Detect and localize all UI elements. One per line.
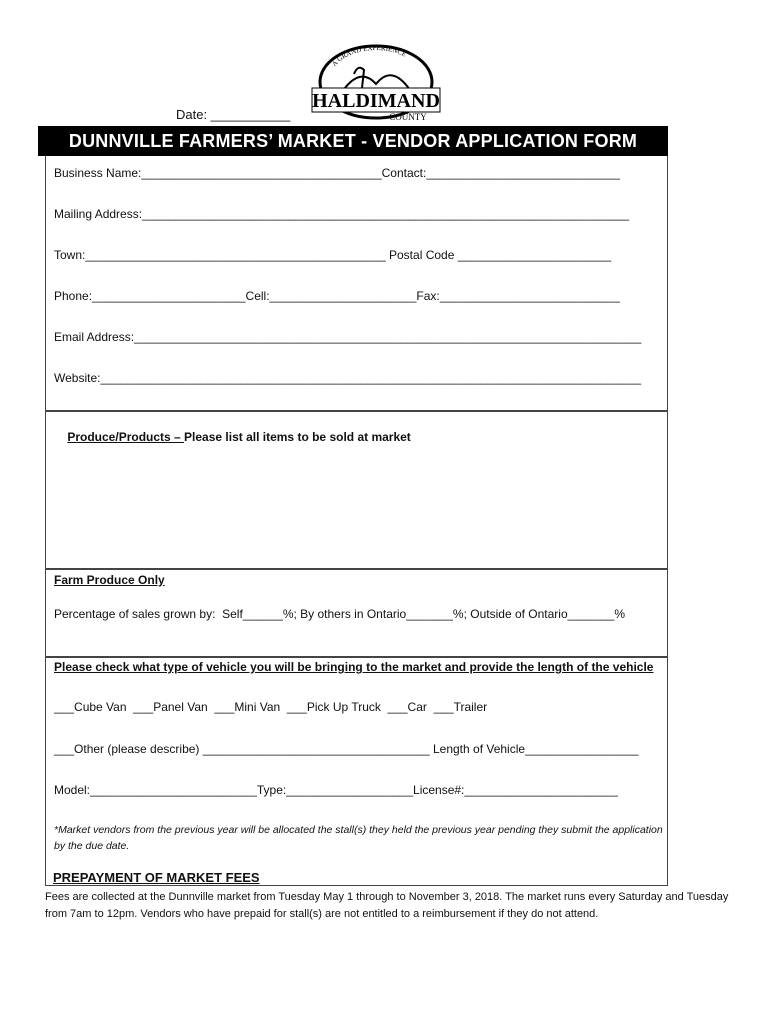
haldimand-county-logo xyxy=(302,44,450,124)
phone-field[interactable]: Phone:_______________________Cell:______________________Fax:___________________________ xyxy=(54,289,620,303)
produce-heading: Produce/Products – Please list all items to be sold at market xyxy=(67,430,411,444)
vehicle-section xyxy=(45,657,668,886)
form-title: DUNNVILLE FARMERS’ MARKET - VENDOR APPLICATION FORM xyxy=(38,126,668,156)
town-field[interactable]: Town:_____________________________________________ Postal Code _______________________ xyxy=(54,248,612,262)
mailing-address-field[interactable]: Mailing Address:_________________________________________________________________________ xyxy=(54,207,630,221)
business-name-field[interactable]: Business Name:____________________________________Contact:_____________________________ xyxy=(54,166,620,180)
prepayment-heading: PREPAYMENT OF MARKET FEES xyxy=(53,870,260,885)
produce-section[interactable] xyxy=(45,411,668,569)
contact-section xyxy=(45,156,668,411)
vehicle-heading: Please check what type of vehicle you will be bringing to the market and provide the length of the vehicle xyxy=(54,660,654,674)
prepayment-text: Fees are collected at the Dunnville market from Tuesday May 1 through to November 3, 2018. The market runs every Saturday and Tuesday from 7am to 12pm. Vendors who have prepaid for stall(s) are not entitled to a reimbursement if they do not attend. xyxy=(45,891,729,920)
vehicle-model-field[interactable]: Model:_________________________Type:___________________License#:_______________________ xyxy=(54,783,618,797)
svg-text:HALDIMAND: HALDIMAND xyxy=(312,90,440,112)
svg-text:COUNTY: COUNTY xyxy=(389,112,427,122)
farm-produce-section xyxy=(45,569,668,657)
svg-text:A GRAND EXPERIENCE: A GRAND EXPERIENCE xyxy=(330,44,408,68)
percentage-field[interactable]: Percentage of sales grown by: Self______%; By others in Ontario_______%; Outside of Ontario_______% xyxy=(54,607,626,621)
website-field[interactable]: Website:_________________________________________________________________________________ xyxy=(54,371,642,385)
email-field[interactable]: Email Address:____________________________________________________________________________ xyxy=(54,330,642,344)
vendor-note: *Market vendors from the previous year will be allocated the stall(s) they held the previous year pending they submit the application by the due date. xyxy=(54,824,663,852)
date-field[interactable]: Date: ___________ xyxy=(176,107,291,122)
vehicle-type-options[interactable]: ___Cube Van ___Panel Van ___Mini Van ___Pick Up Truck ___Car ___Trailer xyxy=(54,700,488,714)
farm-produce-heading: Farm Produce Only xyxy=(54,573,165,587)
vehicle-other-field[interactable]: ___Other (please describe) __________________________________ Length of Vehicle_________________ xyxy=(54,742,639,756)
